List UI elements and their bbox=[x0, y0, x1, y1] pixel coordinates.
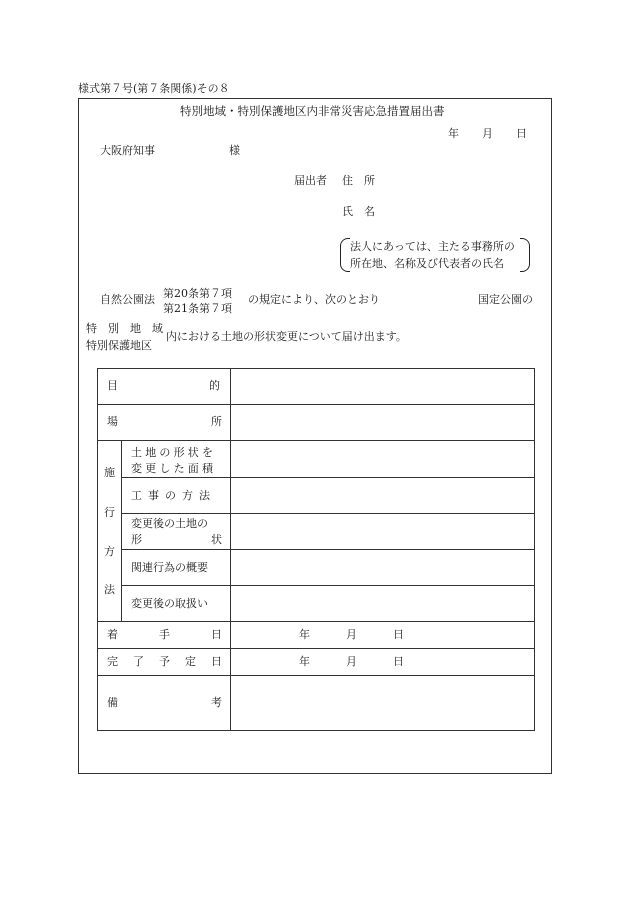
related-acts-label: 関連行為の概要 bbox=[131, 561, 208, 574]
date-day-label: 日 bbox=[516, 127, 527, 140]
date-month-label: 月 bbox=[482, 127, 493, 140]
method-group-1: 施 bbox=[104, 466, 115, 479]
table-hline bbox=[97, 648, 535, 649]
corp-note-line1: 法人にあっては、主たる事務所の bbox=[350, 240, 515, 253]
construction-method-label: 工事の方法 bbox=[131, 489, 216, 502]
method-group-3: 方 bbox=[104, 545, 115, 558]
table-hline bbox=[121, 585, 535, 586]
start-date-1: 着 bbox=[107, 628, 118, 641]
addressee-name: 大阪府知事 bbox=[100, 144, 155, 157]
date-year-label: 年 bbox=[448, 127, 459, 140]
table-hline bbox=[97, 404, 535, 405]
article-21: 第21条第７項 bbox=[163, 302, 232, 315]
remarks-1: 備 bbox=[107, 696, 118, 709]
park-type: 国定公園の bbox=[478, 293, 533, 306]
completion-2: 了 bbox=[133, 655, 144, 668]
after-handling-label: 変更後の取扱い bbox=[131, 597, 208, 610]
table-hline bbox=[97, 621, 535, 622]
method-group-2: 行 bbox=[104, 506, 115, 519]
area-changed-line1: 土地の形状を bbox=[131, 446, 217, 459]
area-changed-line2: 変更した面積 bbox=[131, 462, 217, 475]
completion-1: 完 bbox=[107, 655, 118, 668]
area-special-protection: 特別保護地区 bbox=[86, 339, 152, 352]
start-date-2: 手 bbox=[159, 628, 170, 641]
address-label: 住 所 bbox=[342, 174, 375, 187]
start-date-3: 日 bbox=[211, 628, 222, 641]
after-shape-line2-a: 形 bbox=[131, 533, 142, 546]
after-shape-line2-b: 状 bbox=[211, 533, 222, 546]
statement-closing: 内における土地の形状変更について届け出ます。 bbox=[166, 330, 407, 343]
table-hline bbox=[121, 513, 535, 514]
method-group-4: 法 bbox=[104, 583, 115, 596]
completion-5: 日 bbox=[211, 655, 222, 668]
addressee-honorific: 様 bbox=[229, 144, 240, 157]
completion-date-month: 月 bbox=[346, 655, 357, 668]
after-shape-line1: 変更後の土地の bbox=[131, 517, 208, 530]
purpose-label: 目 的 bbox=[107, 379, 220, 392]
table-hline bbox=[97, 675, 535, 676]
name-label: 氏 名 bbox=[342, 205, 375, 218]
completion-4: 定 bbox=[185, 655, 196, 668]
place-label-1: 場 bbox=[107, 415, 118, 428]
table-hline bbox=[97, 440, 535, 441]
table-vline-group bbox=[121, 440, 122, 621]
area-special: 特 別 地 域 bbox=[86, 322, 163, 335]
remarks-2: 考 bbox=[211, 696, 222, 709]
statement-middle: の規定により、次のとおり bbox=[248, 293, 380, 306]
start-date-day: 日 bbox=[393, 628, 404, 641]
start-date-month: 月 bbox=[346, 628, 357, 641]
form-number: 様式第７号(第７条関係)その８ bbox=[78, 82, 230, 95]
article-20: 第20条第７項 bbox=[163, 287, 232, 300]
completion-date-year: 年 bbox=[299, 655, 310, 668]
start-date-year: 年 bbox=[299, 628, 310, 641]
note-bracket-right bbox=[520, 238, 530, 272]
place-label-2: 所 bbox=[211, 415, 222, 428]
completion-date-day: 日 bbox=[393, 655, 404, 668]
law-name: 自然公園法 bbox=[100, 293, 155, 306]
corp-note-line2: 所在地、名称及び代表者の氏名 bbox=[350, 257, 504, 270]
applicant-label: 届出者 bbox=[294, 174, 327, 187]
table-hline bbox=[121, 549, 535, 550]
completion-3: 予 bbox=[159, 655, 170, 668]
table-hline bbox=[121, 477, 535, 478]
note-bracket-left bbox=[340, 238, 350, 272]
form-title: 特別地域・特別保護地区内非常災害応急措置届出書 bbox=[180, 104, 445, 118]
